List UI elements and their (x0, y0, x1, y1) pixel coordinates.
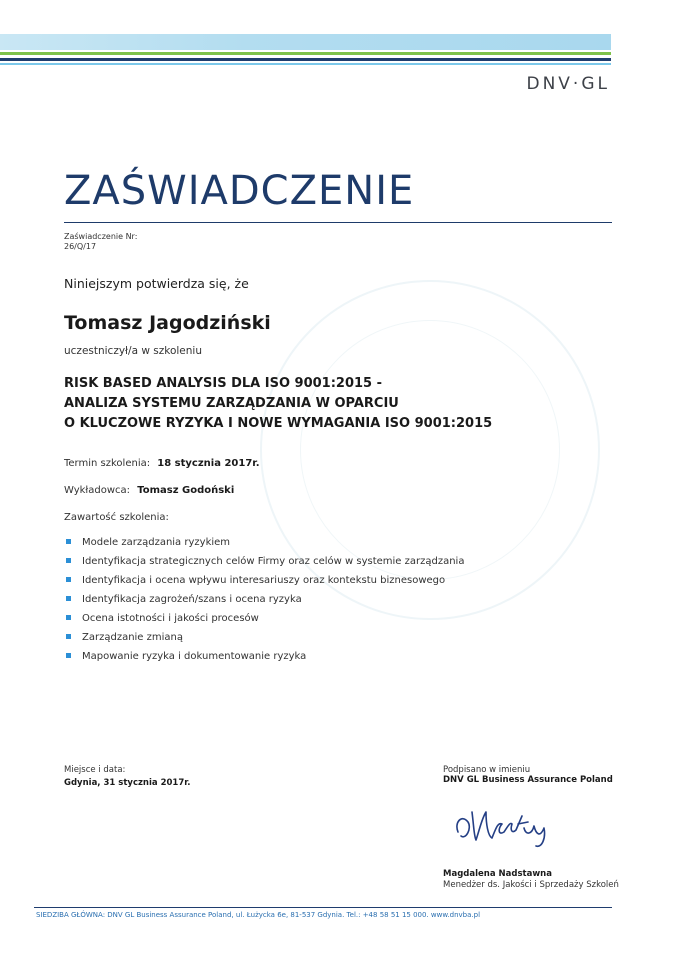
training-date-value: 18 stycznia 2017r. (157, 458, 260, 469)
lecturer-row (64, 485, 234, 496)
header-band-light (0, 34, 611, 50)
intro-text: Niniejszym potwierdza się, że (64, 276, 249, 291)
place-date-value: Gdynia, 31 stycznia 2017r. (64, 778, 191, 788)
square-bullet-icon (66, 539, 71, 544)
certificate-number-label: Zaświadczenie Nr: (64, 232, 138, 241)
topics-list (66, 536, 464, 669)
square-bullet-icon (66, 615, 71, 620)
training-date-row (64, 458, 260, 469)
list-item (66, 612, 464, 631)
topic-text: Identyfikacja zagrożeń/szans i ocena ryzyka (82, 594, 302, 605)
list-item (66, 536, 464, 555)
header-band-green (0, 52, 611, 55)
training-date-label: Termin szkolenia: (64, 458, 151, 469)
signer-name: Magdalena Nadstawna (443, 869, 552, 879)
list-item (66, 593, 464, 612)
topic-text: Identyfikacja i ocena wpływu interesariuszy oraz kontekstu biznesowego (82, 575, 446, 586)
footer-address: SIEDZIBA GŁÓWNA: DNV GL Business Assurance Poland, ul. Łużycka 6e, 81-537 Gdynia. Tel.: +48 58 51 15 000. www.dnvba.pl (36, 911, 481, 919)
list-item (66, 574, 464, 593)
content-label: Zawartość szkolenia: (64, 512, 169, 523)
lecturer-value: Tomasz Godoński (137, 485, 235, 496)
square-bullet-icon (66, 596, 71, 601)
participation-text: uczestniczył/a w szkoleniu (64, 345, 202, 357)
document-title: ZAŚWIADCZENIE (64, 168, 415, 214)
title-divider (64, 222, 612, 223)
square-bullet-icon (66, 634, 71, 639)
course-title (64, 374, 624, 434)
header-band-sky (0, 63, 611, 65)
topic-text: Identyfikacja strategicznych celów Firmy oraz celów w systemie zarządzania (82, 556, 465, 567)
topic-text: Mapowanie ryzyka i dokumentowanie ryzyka (82, 651, 307, 662)
header-band-navy (0, 58, 611, 61)
lecturer-label: Wykładowca: (64, 485, 131, 496)
list-item (66, 650, 464, 669)
participant-name: Tomasz Jagodziński (64, 312, 271, 334)
course-title-line: RISK BASED ANALYSIS DLA ISO 9001:2015 - (64, 376, 383, 391)
footer-divider (34, 907, 612, 908)
list-item (66, 631, 464, 650)
certificate-number: 26/Q/17 (64, 242, 97, 251)
topic-text: Zarządzanie zmianą (82, 632, 184, 643)
course-title-line: O KLUCZOWE RYZYKA I NOWE WYMAGANIA ISO 9001:2015 (64, 416, 493, 431)
list-item (66, 555, 464, 574)
signing-organization: DNV GL Business Assurance Poland (443, 775, 613, 785)
handwritten-signature (452, 798, 552, 850)
topic-text: Modele zarządzania ryzykiem (82, 537, 231, 548)
signed-on-behalf-label: Podpisano w imieniu (443, 765, 531, 775)
place-date-label: Miejsce i data: (64, 765, 126, 775)
course-title-line: ANALIZA SYSTEMU ZARZĄDZANIA W OPARCIU (64, 396, 399, 411)
square-bullet-icon (66, 653, 71, 658)
square-bullet-icon (66, 577, 71, 582)
topic-text: Ocena istotności i jakości procesów (82, 613, 259, 624)
signer-role: Menedżer ds. Jakości i Sprzedaży Szkoleń (443, 880, 619, 890)
dnvgl-logo: DNV·GL (526, 74, 610, 94)
square-bullet-icon (66, 558, 71, 563)
